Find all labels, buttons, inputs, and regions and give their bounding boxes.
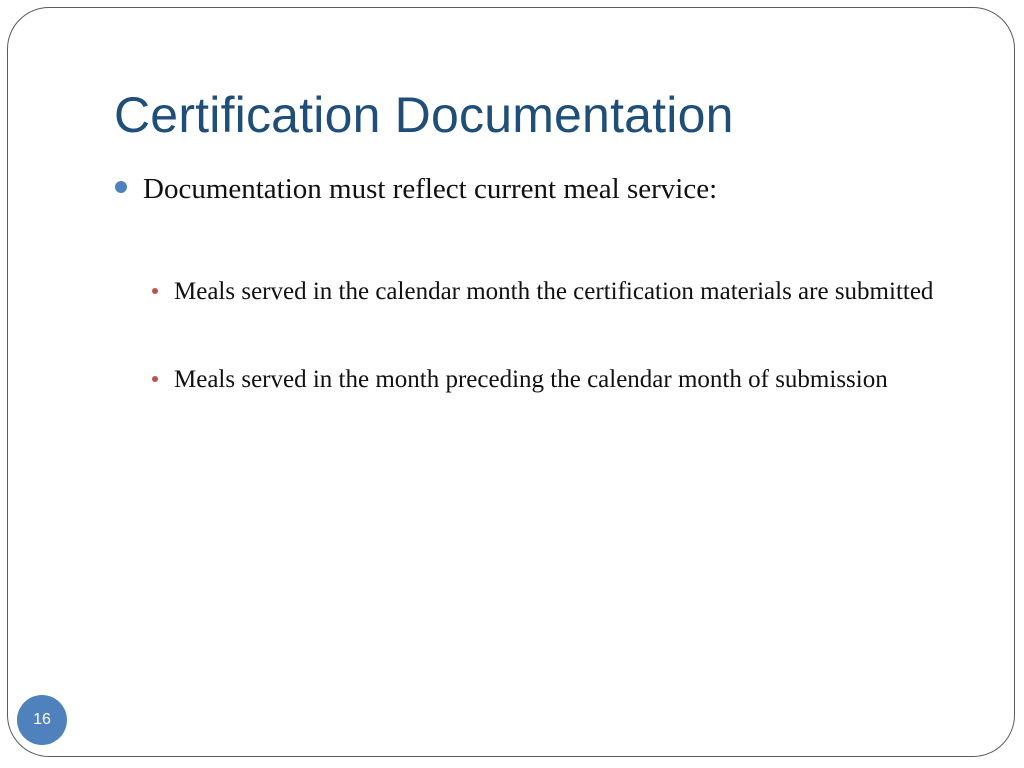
subbullet-text: Meals served in the calendar month the certification materials are submitted [174,278,934,305]
subbullet-text: Meals served in the month preceding the calendar month of submission [174,366,888,393]
bullet-dot-icon [115,181,127,193]
page-number-badge: 16 [17,695,67,745]
bullet-text: Documentation must reflect current meal service: [143,173,718,205]
slide-title: Certification Documentation [114,87,734,143]
subbullet-dot-icon [152,376,158,382]
subbullet-dot-icon [152,288,158,294]
